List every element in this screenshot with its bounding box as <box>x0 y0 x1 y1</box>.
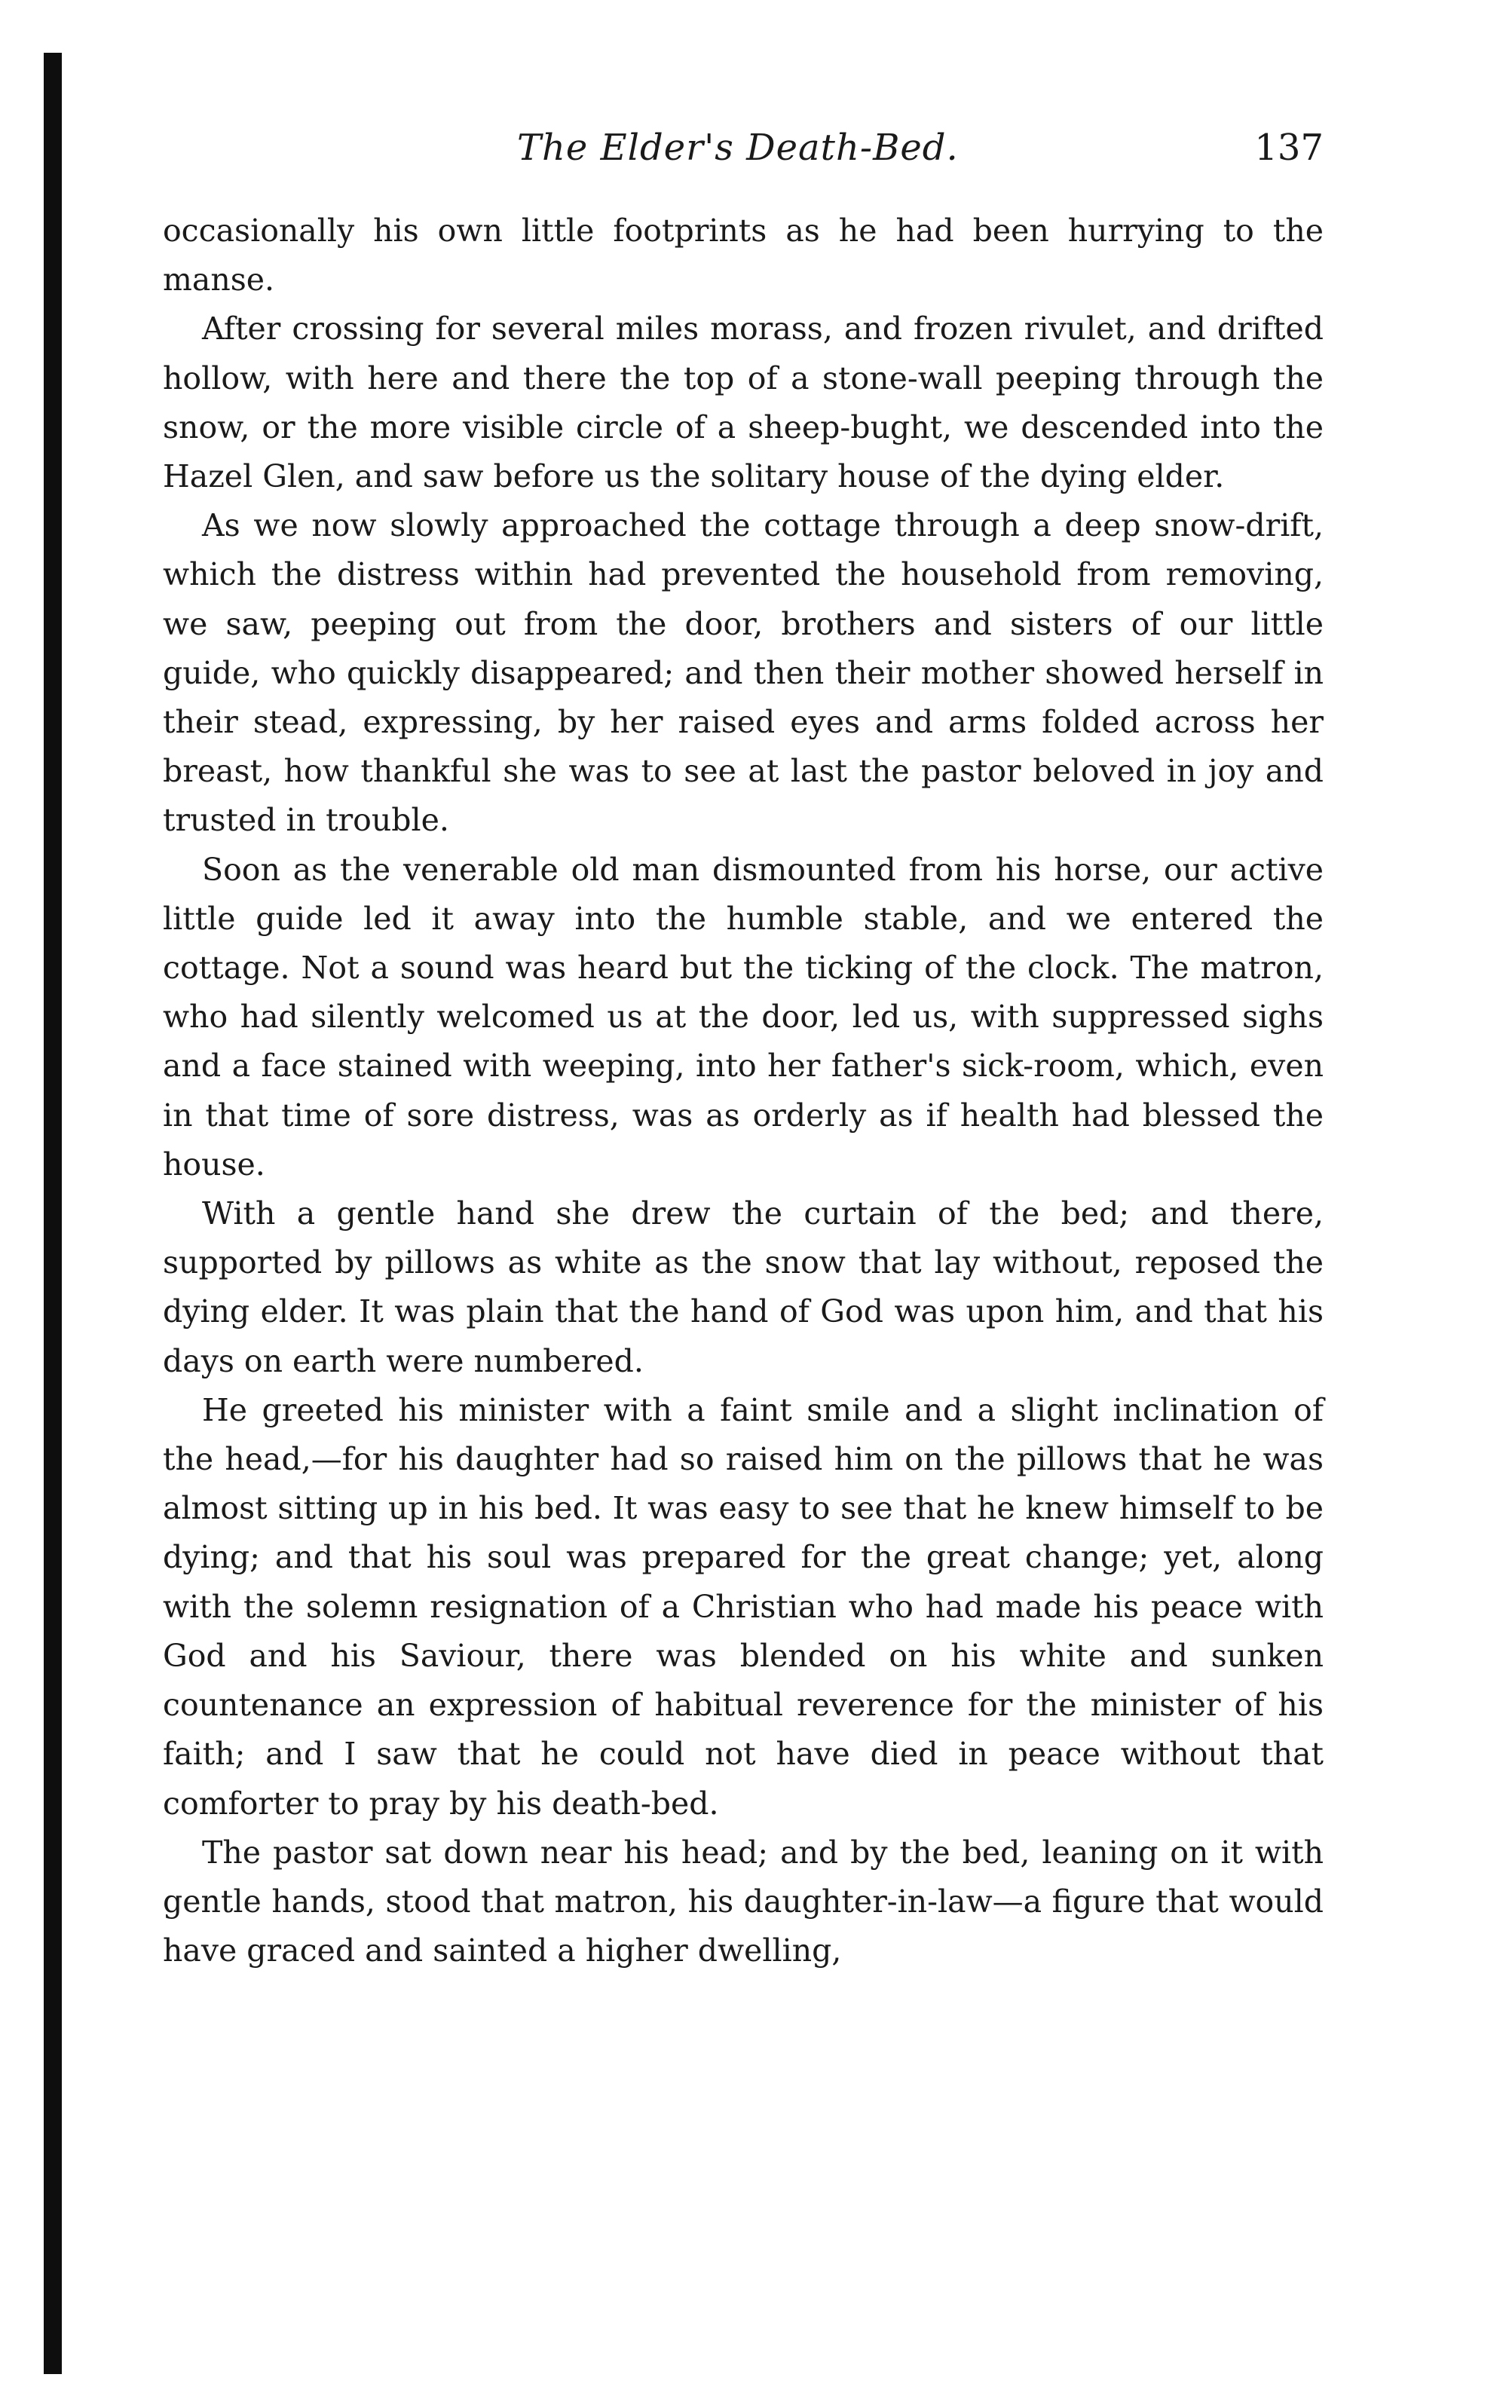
body-text <box>163 207 1324 1975</box>
book-binding-edge <box>44 53 62 2374</box>
paragraph: He greeted his minister with a faint smile and a slight inclination of the head,—for his daughter had so raised him on the pillows that he was almost sitting up in his bed. It was easy to see that he knew himself to be dying; and that his soul was prepared for the great change; yet, along with the solemn resignation of a Christian who had made his peace with God and his Saviour, there was blended on his white and sunken countenance an expression of habitual reverence for the minister of his faith; and I saw that he could not have died in peace without that comforter to pray by his death-bed. <box>163 1391 1324 1822</box>
page-number: 137 <box>1254 127 1324 169</box>
paragraph: Soon as the venerable old man dismounted from his horse, our active little guide led it away into the humble stable, and we entered the cottage. Not a sound was heard but the ticking of the clock. The matron, who had silently welcomed us at the door, led us, with suppressed sighs and a face stained with weeping, into her father's sick-room, which, even in that time of sore distress, was as orderly as if health had blessed the house. <box>163 851 1324 1183</box>
paragraph: After crossing for several miles morass, and frozen rivulet, and drifted hollow, with here and there the top of a stone-wall peeping through the snow, or the more visible circle of a sheep-bught, we descended into the Hazel Glen, and saw before us the solitary house of the dying elder. <box>163 311 1324 495</box>
paragraph: With a gentle hand she drew the curtain of the bed; and there, supported by pillows as white as the snow that lay without, reposed the dying elder. It was plain that the hand of God was upon him, and that his days on earth were numbered. <box>163 1195 1324 1379</box>
running-head <box>163 127 1324 187</box>
paragraph: As we now slowly approached the cottage through a deep snow-drift, which the distress within had prevented the household from removing, we saw, peeping out from the door, brothers and sisters of our little guide, who quickly disappeared; and then their mother showed herself in their stead, expressing, by her raised eyes and arms folded across her breast, how thankful she was to see at last the pastor beloved in joy and trusted in trouble. <box>163 507 1324 839</box>
paragraph-continuation: occasionally his own little footprints as he had been hurrying to the manse. <box>163 213 1324 298</box>
running-title: The Elder's Death-Bed. <box>517 127 959 169</box>
paragraph: The pastor sat down near his head; and by the bed, leaning on it with gentle hands, stood that matron, his daughter-in-law—a figure that would have graced and sainted a higher dwelling, <box>163 1834 1324 1969</box>
book-page <box>163 127 1324 1975</box>
